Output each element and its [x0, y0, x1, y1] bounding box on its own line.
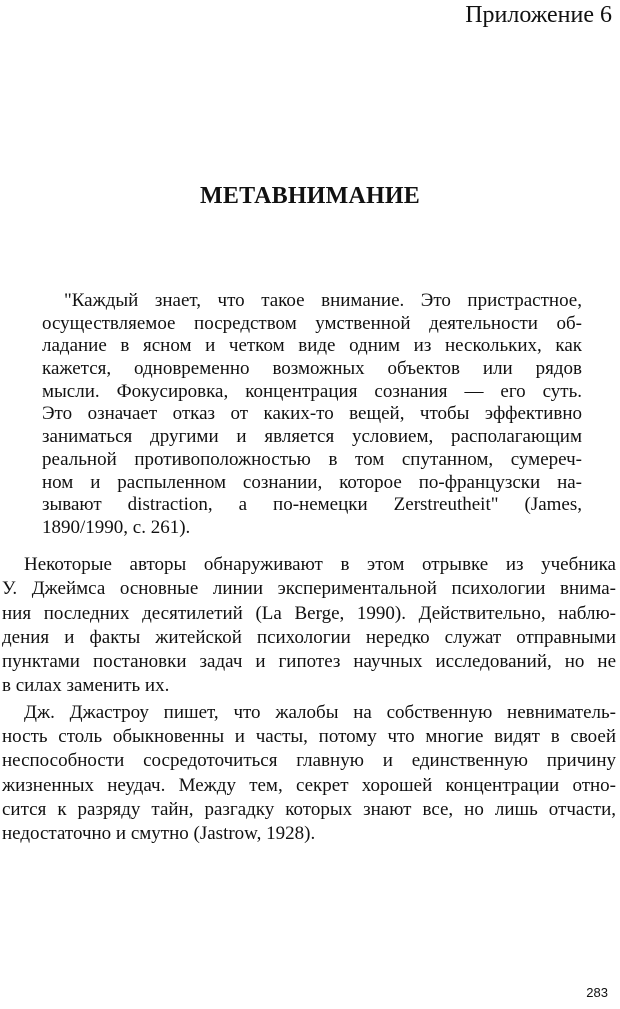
paragraph-1 [2, 553, 616, 699]
paragraph-line: недостаточно и смутно (Jastrow, 1928). [2, 823, 316, 845]
quote-line: зывают distraction, а по-немецки Zerstreutheit" (James, [42, 494, 582, 516]
quote-block [42, 290, 582, 540]
quote-line: "Каждый знает, что такое внимание. Это пристрастное, [64, 290, 582, 311]
paragraph-line: в силах заменить их. [2, 675, 170, 697]
paragraph-line: Некоторые авторы обнаруживают в этом отрывке из учебника [24, 554, 616, 575]
page-number: 283 [586, 985, 608, 1000]
body-text [2, 553, 616, 847]
quote-line: реальной противоположностью в том спутанном, сумереч- [42, 448, 582, 470]
paragraph-line: ния последних десятилетий (La Berge, 1990). Действительно, наблю- [2, 602, 616, 624]
paragraph-line: жизненных неудач. Между тем, секрет хорошей концентрации отно- [2, 774, 616, 796]
paragraph-line: неспособности сосредоточиться главную и единственную причину [2, 750, 616, 772]
quote-line: мысли. Фокусировка, концентрация сознания — его суть. [42, 380, 582, 402]
paragraph-line: сится к разряду тайн, разгадку которых знают все, но лишь отчасти, [2, 798, 616, 820]
paragraph-line: У. Джеймса основные линии экспериментальной психологии внима- [2, 578, 616, 600]
paragraph-line: Дж. Джастроу пишет, что жалобы на собственную невниматель- [24, 701, 616, 723]
quote-line: Это означает отказ от каких-то вещей, чтобы эффективно [42, 403, 582, 425]
quote-line: осуществляемое посредством умственной деятельности об- [42, 312, 582, 334]
quote-line: заниматься другими и является условием, располагающим [42, 426, 582, 448]
paragraph-2 [2, 701, 616, 847]
quote-line: ладание в ясном и четком виде одним из нескольких, как [42, 335, 582, 357]
paragraph-line: ность столь обыкновенны и часты, потому что многие видят в своей [2, 726, 616, 748]
page-title: МЕТАВНИМАНИЕ [200, 183, 420, 209]
paragraph-line: пунктами постановки задач и гипотез научных исследований, но не [2, 651, 616, 673]
running-head: Приложение 6 [465, 2, 612, 28]
paragraph-line: дения и факты житейской психологии нередко служат отправными [2, 626, 616, 648]
quote-line: кажется, одновременно возможных объектов или рядов [42, 358, 582, 380]
quote-line: ном и распыленном сознании, которое по-французски на- [42, 471, 582, 493]
quote-line: 1890/1990, с. 261). [42, 516, 191, 538]
